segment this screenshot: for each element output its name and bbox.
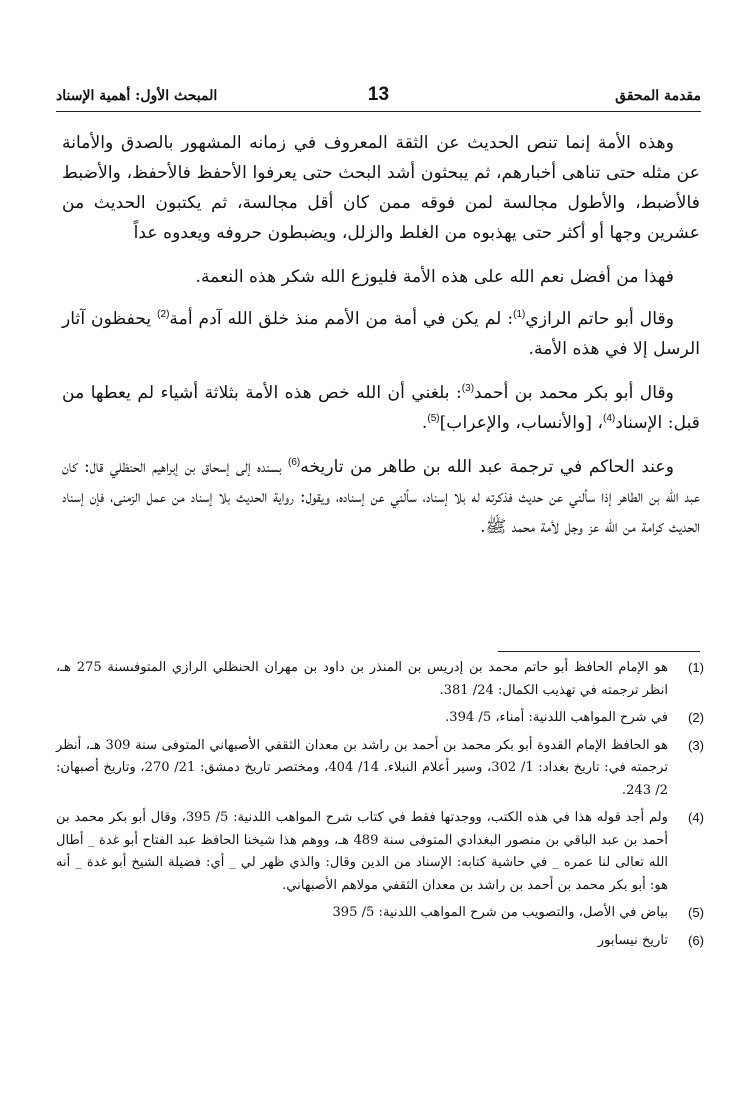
paragraph-4-text-a: وقال أبو بكر محمد بن أحمد xyxy=(474,383,674,403)
footnote-item xyxy=(56,735,704,803)
footnote-number: (2) xyxy=(687,710,704,725)
footnote-separator xyxy=(498,651,700,652)
running-header xyxy=(56,84,701,108)
paragraph-2: فهذا من أفضل نعم الله على هذه الأمة فليوزع الله شكر هذه النعمة. xyxy=(195,267,674,287)
footnote-ref-1[interactable]: (1) xyxy=(513,309,526,320)
footnote-item xyxy=(56,707,704,730)
footnote-text: هو الحافظ الإمام القدوة أبو بكر محمد بن أحمد بن راشد بن معدان الثقفي الأصبهاني المتوفى سنة 309 هـ، أنظر ترجمته في: تاريخ بغداد: 1/ 302، وسير أعلام النبلاء. 14/ 404، ومختصر تاريخ دمشق: 21/ 270، وتاريخ أصبهان: 2/ 243. xyxy=(56,737,669,798)
footnote-number: (3) xyxy=(687,737,704,753)
footnote-text: ولم أجد قوله هذا في هذه الكتب، ووجدتها فقط في كتاب شرح المواهب اللدنية: 5/ 395، وقال أبو بكر محمد بن أحمد بن عبد الباقي بن منصور البغدادي المتوفى سنة 489 هـ، ووهم هذا شيخنا الحافظ عبد الفتاح أبو غدة _ أطال الله تعالى لنا عمره _ في حاشية كتابه: الإسناد من الدين وقال: والذي ظهر لي _ أي: فضيلة الشيخ أبو غدة _ أنه هو: أبو بكر محمد بن أحمد بن راشد بن معدان الثقفي مولاهم الأصبهاني. xyxy=(56,810,668,893)
footnotes xyxy=(56,657,704,957)
footnote-ref-6[interactable]: (6) xyxy=(287,457,301,468)
footnote-ref-5[interactable]: (5) xyxy=(427,413,440,424)
footnote-item xyxy=(56,930,704,953)
paragraph-5-text-b: بسنده إلى إسحاق بن إبراهيم الحنظلي قال: كان عبد الله بن الطاهر إذا سألني عن حديث فذكرته له بلا إسناد، سألني عن إسناده، ويقول: رواية الحديث بلا إسناد من عمل الزمنى، فإن إسناد الحديث كرامة من الله عز وجل لأمة محمد ﷺ. xyxy=(62,457,700,537)
paragraph-5 xyxy=(62,452,700,542)
paragraph-1: وهذه الأمة إنما تنص الحديث عن الثقة المعروف في زمانه المشهور بالصدق والأمانة عن مثله حتى تناهى أخبارهم، ثم يبحثون أشد البحث حتى يعرفوا الأحفظ فالأحفظ، والأضبط فالأضبط، والأطول مجالسة لمن فوقه ممن كان أقل مجالسة، ثم يكتبون الحديث من عشرين وجها أو أكثر حتى يهذبوه من الغلط والزلل، ويضبطون حروفه ويعدوه عداً xyxy=(62,133,700,243)
header-chapter-title: مقدمة المحقق xyxy=(615,88,701,104)
footnote-item xyxy=(56,902,704,925)
paragraph-4-text-d: . xyxy=(421,413,428,433)
footnote-item xyxy=(56,657,704,702)
paragraph-3-text-b: : لم يكن في أمة من الأمم منذ خلق الله آدم أمة xyxy=(169,309,514,329)
footnote-ref-4[interactable]: (4) xyxy=(603,413,616,424)
footnote-text: هو الإمام الحافظ أبو حاتم محمد بن إدريس بن المنذر بن داود بن مهران الحنظلي الرازي المتوفىسنة 275 هـ، انظر ترجمته في تهذيب الكمال: 24/ 381. xyxy=(56,660,668,698)
footnote-text: بياض في الأصل، والتصويب من شرح المواهب اللدنية: 5/ 395 xyxy=(332,905,668,920)
header-rule xyxy=(56,111,701,112)
paragraph-4-text-b: : بلغني أن الله خص هذه الأمة بثلاثة أشياء لم يعطها من قبل: الإسناد xyxy=(62,383,700,433)
paragraph-4 xyxy=(62,378,700,438)
footnote-text: في شرح المواهب اللدنية: أمناء، 5/ 394. xyxy=(445,710,668,725)
footnote-ref-3[interactable]: (3) xyxy=(461,383,475,394)
paragraph-3-text-a: وقال أبو حاتم الرازي xyxy=(525,309,675,329)
footnote-ref-2[interactable]: (2) xyxy=(157,309,170,320)
paragraph-3 xyxy=(62,304,700,364)
main-text xyxy=(62,128,700,556)
footnote-number: (6) xyxy=(687,932,704,948)
page-number: 13 xyxy=(367,84,390,105)
footnote-number: (4) xyxy=(687,810,704,825)
paragraph-3-text-c: يحفظون آثار الرسل إلا في هذه الأمة. xyxy=(62,309,700,359)
footnote-number: (5) xyxy=(687,905,704,920)
footnote-item xyxy=(56,807,704,897)
paragraph-4-text-c: ، [والأنساب، والإعراب] xyxy=(439,413,604,433)
footnote-number: (1) xyxy=(687,660,704,675)
footnote-text: تاريخ نيسابور xyxy=(597,932,668,948)
paragraph-5-text-a: وعند الحاكم في ترجمة عبد الله بن طاهر من تاريخه xyxy=(300,457,674,477)
header-section-title: المبحث الأول: أهمية الإسناد xyxy=(56,88,218,104)
